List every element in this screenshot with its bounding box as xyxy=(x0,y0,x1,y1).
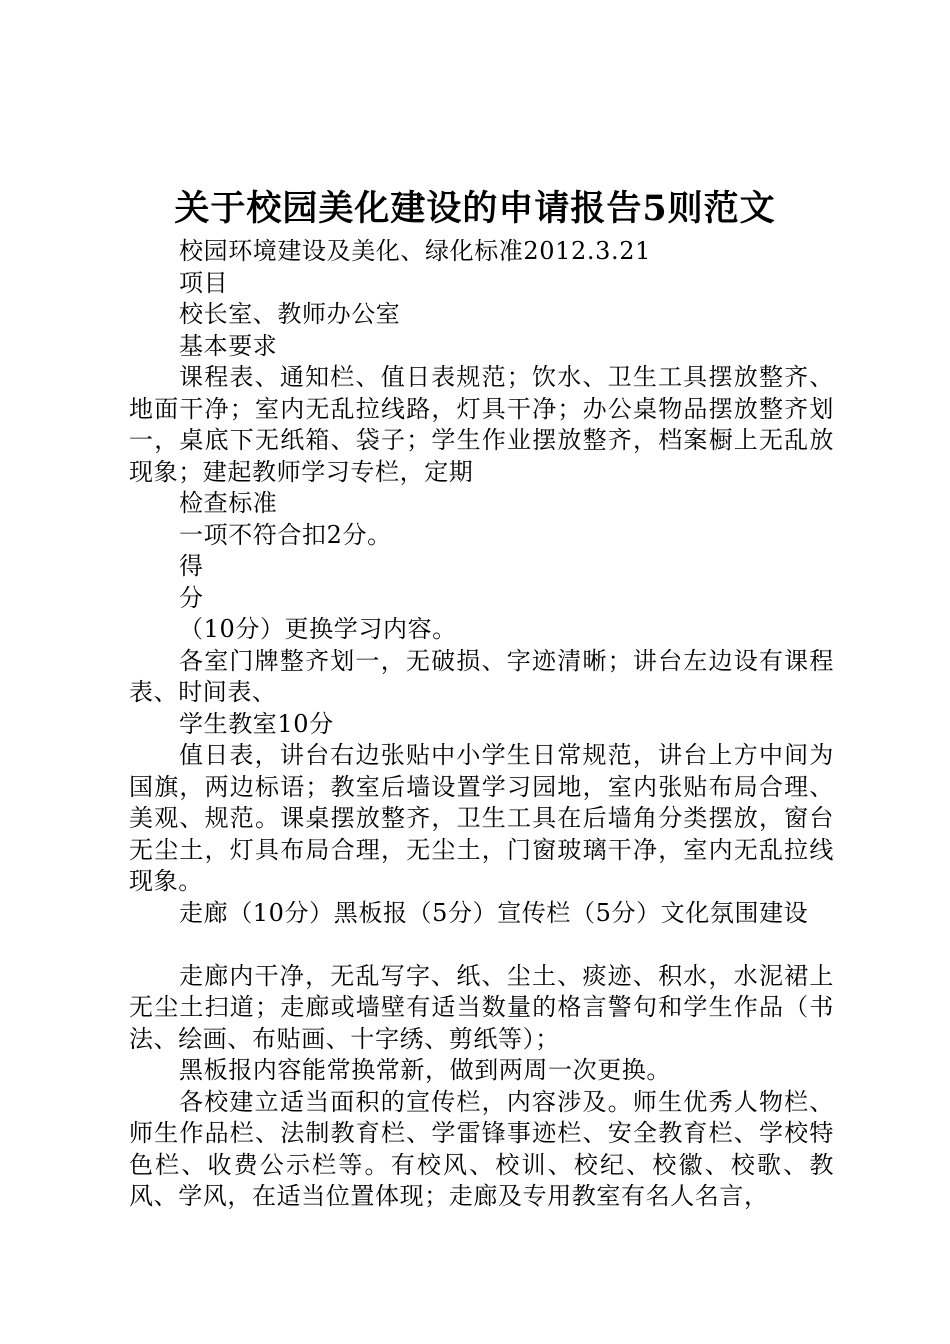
blank-line xyxy=(129,929,834,961)
document-title: 关于校园美化建设的申请报告5则范文 xyxy=(174,188,776,229)
paragraph-office-requirements: 课程表、通知栏、值日表规范；饮水、卫生工具摆放整齐、地面干净；室内无乱拉线路，灯具干净；办公桌物品摆放整齐划一，桌底下无纸箱、袋子；学生作业摆放整齐，档案橱上无乱放现象；建起教师学习专栏，定期 xyxy=(129,363,834,486)
paragraph-classroom: 学生教室10分 xyxy=(179,709,334,738)
paragraph-door-plates: 各室门牌整齐划一，无破损、字迹清晰；讲台左边设有课程表、时间表、 xyxy=(129,646,834,706)
paragraph-office: 校长室、教师办公室 xyxy=(179,300,401,328)
paragraph-corridor-requirements: 走廊内干净，无乱写字、纸、尘土、痰迹、积水，水泥裙上无尘土扫道；走廊或墙壁有适当数量的格言警句和学生作品（书法、绘画、布贴画、十字绣、剪纸等）； xyxy=(129,961,834,1053)
document-body xyxy=(129,236,834,1213)
paragraph-blackboard: 黑板报内容能常换常新，做到两周一次更换。 xyxy=(179,1056,671,1084)
paragraph-item: 项目 xyxy=(179,268,229,297)
paragraph-standard-heading: 校园环境建设及美化、绿化标准2012.3.21 xyxy=(179,237,651,265)
paragraph-check-standard: 检查标准 xyxy=(179,489,278,517)
paragraph-score-1: 得 xyxy=(179,552,204,580)
paragraph-basic-requirements: 基本要求 xyxy=(179,331,278,360)
paragraph-update-content: （10分）更换学习内容。 xyxy=(179,615,457,643)
paragraph-score-2: 分 xyxy=(179,583,204,612)
paragraph-corridor-heading: 走廊（10分）黑板报（5分）宣传栏（5分）文化氛围建设 xyxy=(179,898,809,927)
paragraph-deduction: 一项不符合扣2分。 xyxy=(179,520,392,549)
paragraph-bulletin-board: 各校建立适当面积的宣传栏，内容涉及。师生优秀人物栏、师生作品栏、法制教育栏、学雷锋事迹栏、安全教育栏、学校特色栏、收费公示栏等。有校风、校训、校纪、校徽、校歌、教风、学风，在适当位置体现；走廊及专用教室有名人名言， xyxy=(129,1087,834,1210)
paragraph-classroom-requirements: 值日表，讲台右边张贴中小学生日常规范，讲台上方中间为国旗，两边标语；教室后墙设置学习园地，室内张贴布局合理、美观、规范。课桌摆放整齐，卫生工具在后墙角分类摆放，窗台无尘土，灯具布局合理，无尘土，门窗玻璃干净，室内无乱拉线现象。 xyxy=(129,741,834,895)
